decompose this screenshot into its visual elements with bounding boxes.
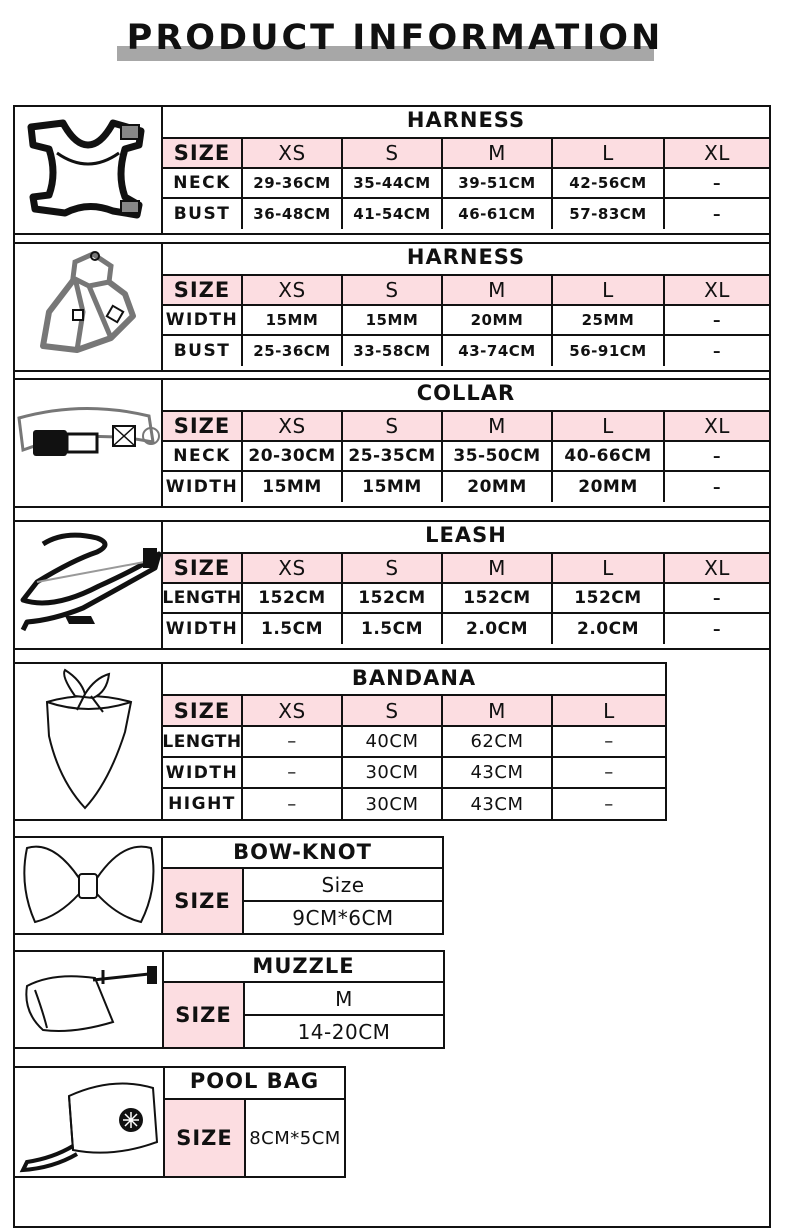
- page-title: PRODUCT INFORMATION: [126, 18, 664, 58]
- leash-icon: [13, 520, 163, 650]
- col-m: M: [443, 696, 553, 727]
- row-label: NECK: [163, 442, 243, 472]
- harness1-title: HARNESS: [406, 108, 526, 132]
- col-l: L: [553, 412, 665, 442]
- bowknot-image-box: [13, 836, 163, 935]
- row-label: LENGTH: [163, 584, 243, 614]
- table-cell: 15MM: [343, 472, 443, 502]
- table-cell: 152CM: [443, 584, 553, 614]
- col-xl: XL: [665, 139, 769, 169]
- table-cell: 56-91CM: [553, 336, 665, 366]
- table-cell: –: [665, 584, 769, 614]
- row-label: BUST: [163, 199, 243, 229]
- col-l: L: [553, 696, 665, 727]
- table-cell: 1.5CM: [343, 614, 443, 644]
- muzzle-value: 14-20CM: [297, 1019, 391, 1044]
- collar-icon: [13, 378, 163, 508]
- leash-title: LEASH: [425, 523, 507, 547]
- row-label: BUST: [163, 336, 243, 366]
- bowknot-header: Size: [321, 872, 365, 897]
- bowknot-value: 9CM*6CM: [292, 905, 394, 930]
- frame-bottom-line: [13, 1226, 771, 1228]
- table-cell: 29-36CM: [243, 169, 343, 199]
- table-cell: 15MM: [243, 306, 343, 336]
- table-cell: 2.0CM: [443, 614, 553, 644]
- harness2-table: [163, 276, 769, 370]
- table-cell: 30CM: [343, 758, 443, 789]
- table-cell: 20-30CM: [243, 442, 343, 472]
- table-cell: 57-83CM: [553, 199, 665, 229]
- table-cell: 15MM: [343, 306, 443, 336]
- poolbag-value: 8CM*5CM: [249, 1127, 341, 1149]
- table-cell: 25-35CM: [343, 442, 443, 472]
- row-label: WIDTH: [163, 614, 243, 644]
- col-s: S: [343, 139, 443, 169]
- table-cell: –: [713, 342, 721, 360]
- table-cell: –: [665, 306, 769, 336]
- row-label: NECK: [163, 169, 243, 199]
- col-xs: XS: [243, 276, 343, 306]
- table-cell: 25-36CM: [243, 336, 343, 366]
- step-in-harness-icon: [13, 242, 163, 372]
- table-cell: 42-56CM: [553, 169, 665, 199]
- bandana-icon: [13, 662, 163, 821]
- col-xl: XL: [665, 412, 769, 442]
- bandana-table: [163, 696, 665, 819]
- table-cell: 40CM: [343, 727, 443, 758]
- table-cell: 25MM: [553, 306, 665, 336]
- collar-title: COLLAR: [416, 381, 516, 405]
- muzzle-title: MUZZLE: [252, 954, 355, 978]
- leash-image-box: [13, 520, 163, 650]
- size-header: SIZE: [163, 696, 243, 727]
- col-s: S: [343, 554, 443, 584]
- size-header: SIZE: [163, 554, 243, 584]
- poolbag-title: POOL BAG: [189, 1069, 320, 1093]
- col-l: L: [553, 554, 665, 584]
- table-cell: 62CM: [443, 727, 553, 758]
- table-cell: –: [243, 758, 343, 789]
- row-label: WIDTH: [163, 472, 243, 502]
- table-cell: 39-51CM: [443, 169, 553, 199]
- table-cell: 20MM: [443, 472, 553, 502]
- poop-bag-holder-icon: [13, 1066, 165, 1178]
- bow-tie-icon: [13, 836, 163, 935]
- table-cell: 41-54CM: [343, 199, 443, 229]
- table-cell: –: [243, 789, 343, 819]
- table-cell: 43CM: [443, 789, 553, 819]
- harness1-table: [163, 139, 769, 233]
- col-xs: XS: [243, 412, 343, 442]
- row-label: LENGTH: [163, 727, 243, 758]
- table-cell: –: [665, 442, 769, 472]
- row-label: HIGHT: [163, 789, 243, 819]
- harness1-image-box: [13, 105, 163, 235]
- table-cell: 43CM: [443, 758, 553, 789]
- collar-table: [163, 412, 769, 506]
- row-label: WIDTH: [163, 306, 243, 336]
- col-s: S: [343, 696, 443, 727]
- table-cell: 152CM: [343, 584, 443, 614]
- col-m: M: [443, 554, 553, 584]
- table-cell: 35-44CM: [343, 169, 443, 199]
- table-cell: 20MM: [553, 472, 665, 502]
- harness-vest-icon: [13, 105, 163, 235]
- row-label: WIDTH: [163, 758, 243, 789]
- size-header: SIZE: [163, 869, 244, 933]
- muzzle-image-box: [13, 950, 164, 1049]
- collar-image-box: [13, 378, 163, 508]
- table-cell: 152CM: [243, 584, 343, 614]
- muzzle-icon: [13, 950, 164, 1049]
- table-cell: 1.5CM: [243, 614, 343, 644]
- harness2-image-box: [13, 242, 163, 372]
- table-cell: 152CM: [553, 584, 665, 614]
- size-header: SIZE: [163, 139, 243, 169]
- leash-table: [163, 554, 769, 648]
- col-xs: XS: [243, 696, 343, 727]
- bandana-image-box: [13, 662, 163, 821]
- col-m: M: [443, 412, 553, 442]
- col-l: L: [553, 276, 665, 306]
- col-m: M: [443, 276, 553, 306]
- col-xl: XL: [665, 276, 769, 306]
- table-cell: 35-50CM: [443, 442, 553, 472]
- muzzle-header: M: [335, 986, 353, 1011]
- table-cell: –: [713, 620, 721, 638]
- bowknot-title: BOW-KNOT: [233, 840, 372, 864]
- col-s: S: [343, 276, 443, 306]
- col-xs: XS: [243, 139, 343, 169]
- table-cell: –: [713, 205, 721, 223]
- table-cell: 36-48CM: [243, 199, 343, 229]
- size-header: SIZE: [163, 412, 243, 442]
- table-cell: 30CM: [343, 789, 443, 819]
- table-cell: 15MM: [243, 472, 343, 502]
- table-cell: –: [553, 727, 665, 758]
- table-cell: –: [665, 169, 769, 199]
- col-xs: XS: [243, 554, 343, 584]
- table-cell: –: [553, 758, 665, 789]
- harness2-title: HARNESS: [406, 245, 526, 269]
- col-s: S: [343, 412, 443, 442]
- table-cell: –: [243, 727, 343, 758]
- size-header: SIZE: [163, 276, 243, 306]
- table-cell: 2.0CM: [553, 614, 665, 644]
- table-cell: –: [713, 478, 721, 496]
- table-cell: 20MM: [443, 306, 553, 336]
- table-cell: 46-61CM: [443, 199, 553, 229]
- table-cell: –: [604, 793, 614, 815]
- col-l: L: [553, 139, 665, 169]
- bandana-title: BANDANA: [351, 666, 477, 690]
- size-header: SIZE: [165, 1100, 246, 1176]
- table-cell: 43-74CM: [443, 336, 553, 366]
- col-m: M: [443, 139, 553, 169]
- size-header: SIZE: [164, 983, 245, 1047]
- poolbag-image-box: [13, 1066, 165, 1178]
- table-cell: 40-66CM: [553, 442, 665, 472]
- col-xl: XL: [665, 554, 769, 584]
- table-cell: 33-58CM: [343, 336, 443, 366]
